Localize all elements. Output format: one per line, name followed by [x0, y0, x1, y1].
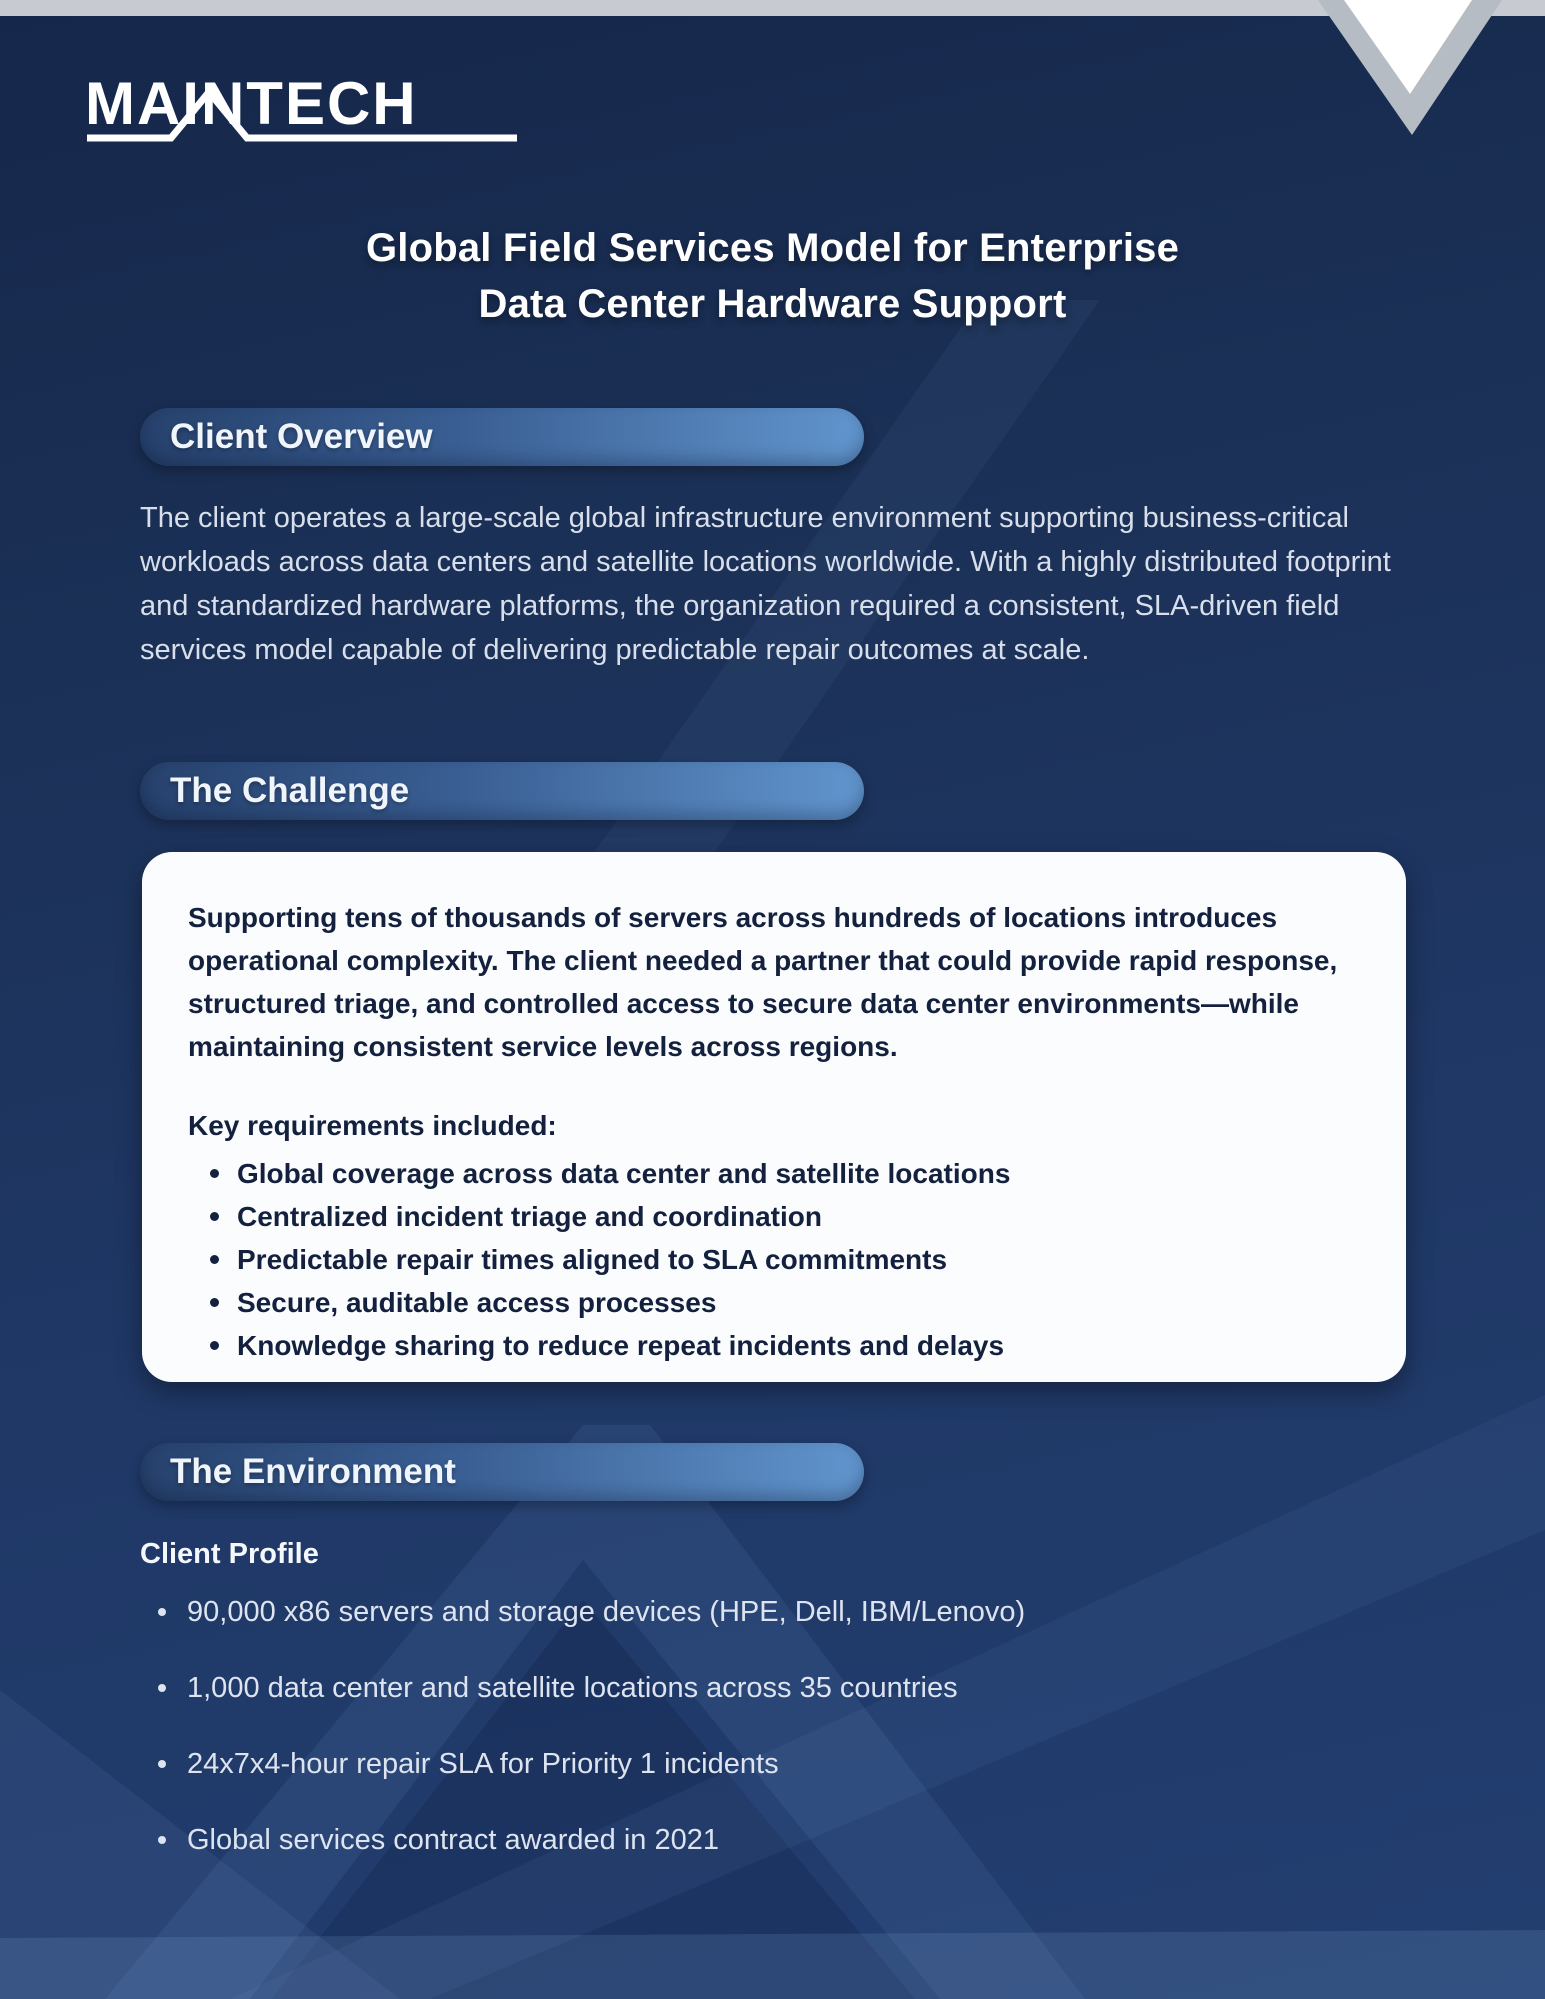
list-item: [188, 1238, 1360, 1281]
bullet-icon: [158, 1608, 166, 1616]
list-item: [140, 1818, 1430, 1862]
logo-text: MAINTECH: [85, 72, 418, 137]
section-header-challenge: [140, 762, 864, 820]
page-title-line2: Data Center Hardware Support: [478, 282, 1067, 326]
list-item-text: Knowledge sharing to reduce repeat incidents and delays: [237, 1330, 1005, 1361]
list-item-text: 1,000 data center and satellite locations across 35 countries: [187, 1672, 958, 1704]
list-item-text: 90,000 x86 servers and storage devices (HPE, Dell, IBM/Lenovo): [187, 1596, 1026, 1628]
page-title: [0, 220, 1545, 332]
section-header-client-overview: [140, 408, 864, 466]
list-item: [140, 1742, 1430, 1786]
list-item: [188, 1195, 1360, 1238]
key-requirements-label: Key requirements included:: [188, 1110, 557, 1141]
bullet-icon: [158, 1684, 166, 1692]
list-item-text: Secure, auditable access processes: [237, 1287, 717, 1318]
list-item-text: Global services contract awarded in 2021: [187, 1824, 719, 1856]
bullet-icon: [210, 1255, 219, 1264]
bullet-icon: [158, 1836, 166, 1844]
bullet-icon: [158, 1760, 166, 1768]
list-item: [188, 1152, 1360, 1195]
client-overview-paragraph: The client operates a large-scale global infrastructure environment supporting business-critical workloads across data centers and satellite locations worldwide. With a highly distributed footprint and standardized hardware platforms, the organization required a consistent, SLA-driven field services model capable of delivering predictable repair outcomes at scale.: [140, 502, 1391, 666]
list-item-text: Predictable repair times aligned to SLA commitments: [237, 1244, 948, 1275]
bullet-icon: [210, 1169, 219, 1178]
list-item-text: Global coverage across data center and satellite locations: [237, 1158, 1011, 1189]
brand-chevron-icon: [1300, 0, 1515, 140]
list-item: [188, 1281, 1360, 1324]
list-item: [140, 1590, 1430, 1634]
bullet-icon: [210, 1212, 219, 1221]
section-header-label: Client Overview: [170, 417, 433, 456]
page-title-line1: Global Field Services Model for Enterprise: [365, 226, 1180, 270]
list-item-text: Centralized incident triage and coordination: [237, 1201, 822, 1232]
list-item: [140, 1666, 1430, 1710]
challenge-card-intro: Supporting tens of thousands of servers across hundreds of locations introduces operational complexity. The client needed a partner that could provide rapid response, structured triage, and controlled access to secure data center environments—while maintaining consistent service levels across regions.: [188, 902, 1338, 1062]
section-header-label: The Challenge: [170, 771, 410, 810]
client-profile-label: Client Profile: [140, 1538, 319, 1570]
section-header-label: The Environment: [170, 1452, 456, 1491]
list-item-text: 24x7x4-hour repair SLA for Priority 1 incidents: [187, 1748, 779, 1780]
key-requirements-list: [188, 1152, 1360, 1367]
maintech-logo: [85, 72, 525, 150]
list-item: [188, 1324, 1360, 1367]
bullet-icon: [210, 1298, 219, 1307]
bullet-icon: [210, 1341, 219, 1350]
challenge-card: [142, 852, 1406, 1382]
client-profile-list: [140, 1590, 1430, 1894]
section-header-environment: [140, 1443, 864, 1501]
